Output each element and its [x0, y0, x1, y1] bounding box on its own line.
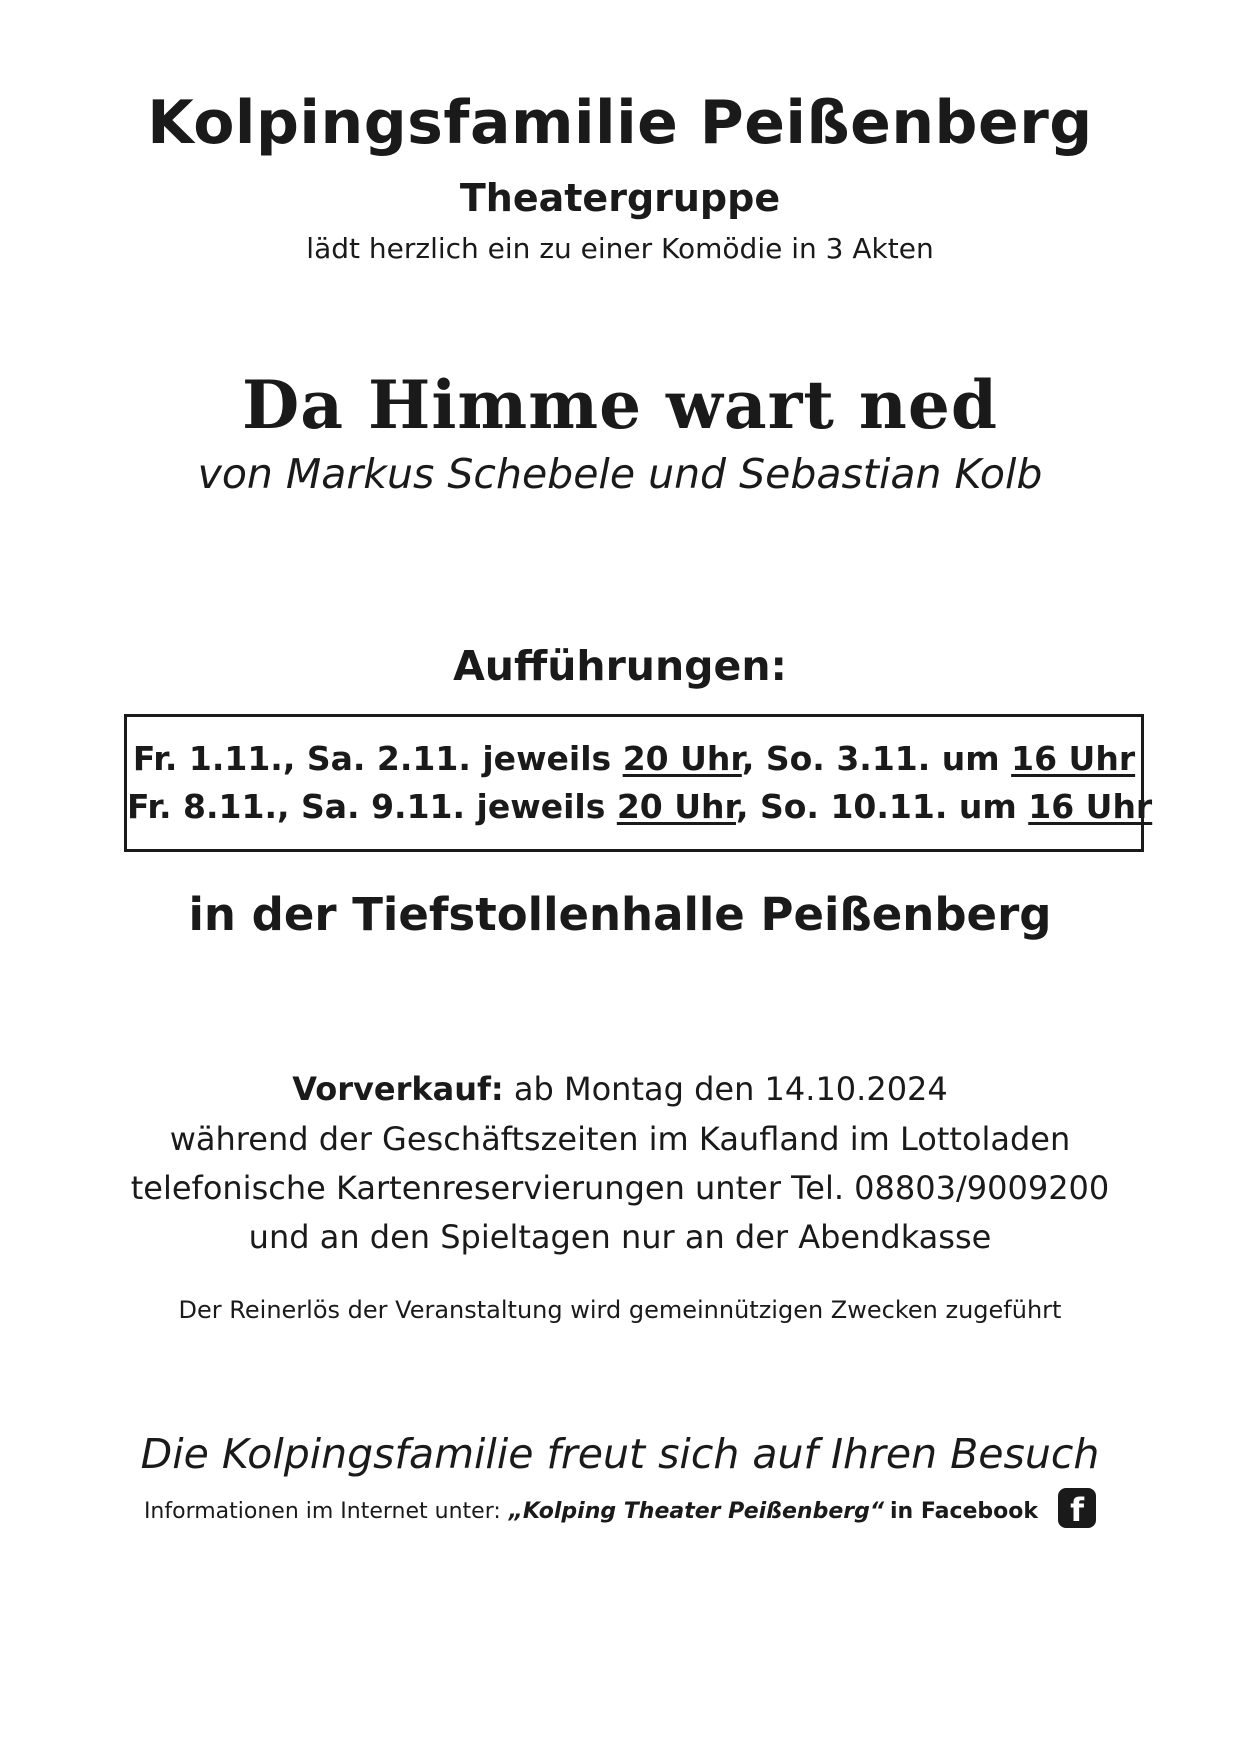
info-label: Informationen im Internet unter:: [143, 1499, 501, 1524]
presale-location: während der Geschäftszeiten im Kaufland im Lottoladen: [169, 1120, 1071, 1158]
presale-label: Vorverkauf:: [292, 1070, 504, 1108]
presale-box-office: und an den Spieltagen nur an der Abendkasse: [248, 1218, 992, 1256]
presale-phone: telefonische Kartenreservierungen unter Tel. 08803/9009200: [130, 1169, 1110, 1207]
closing-text: Die Kolpingsfamilie freut sich auf Ihren Besuch: [140, 1430, 1100, 1478]
organization-title: Kolpingsfamilie Peißenberg: [147, 88, 1093, 158]
play-title: Da Himme wart ned: [242, 366, 998, 444]
performance-row: [127, 787, 1153, 826]
evening-time: 20 Uhr: [616, 787, 736, 826]
evening-time: 20 Uhr: [622, 739, 742, 778]
info-suffix: in Facebook: [890, 1499, 1039, 1524]
group-subtitle: Theatergruppe: [459, 176, 781, 220]
info-line: [0, 1492, 1240, 1532]
proceeds-note: Der Reinerlös der Veranstaltung wird gemeinnützigen Zwecken zugeführt: [178, 1296, 1062, 1324]
performance-dates: Fr. 1.11., Sa. 2.11. jeweils: [132, 739, 623, 778]
facebook-page-name: „Kolping Theater Peißenberg“: [508, 1499, 885, 1524]
sunday-time: 16 Uhr: [1028, 787, 1153, 826]
venue-text: in der Tiefstollenhalle Peißenberg: [188, 888, 1052, 941]
sunday-date: , So. 3.11. um: [741, 739, 1012, 778]
presale-start: ab Montag den 14.10.2024: [503, 1070, 948, 1108]
invitation-text: lädt herzlich ein zu einer Komödie in 3 Akten: [306, 232, 934, 265]
performance-dates-box: [124, 714, 1153, 852]
sunday-time: 16 Uhr: [1011, 739, 1136, 778]
play-authors: von Markus Schebele und Sebastian Kolb: [197, 450, 1043, 498]
performances-heading: Aufführungen:: [453, 642, 787, 690]
presale-line: [0, 1070, 1240, 1108]
performance-row: [127, 739, 1141, 778]
facebook-icon: f: [1058, 1488, 1096, 1528]
sunday-date: , So. 10.11. um: [735, 787, 1029, 826]
performance-dates: Fr. 8.11., Sa. 9.11. jeweils: [127, 787, 617, 826]
